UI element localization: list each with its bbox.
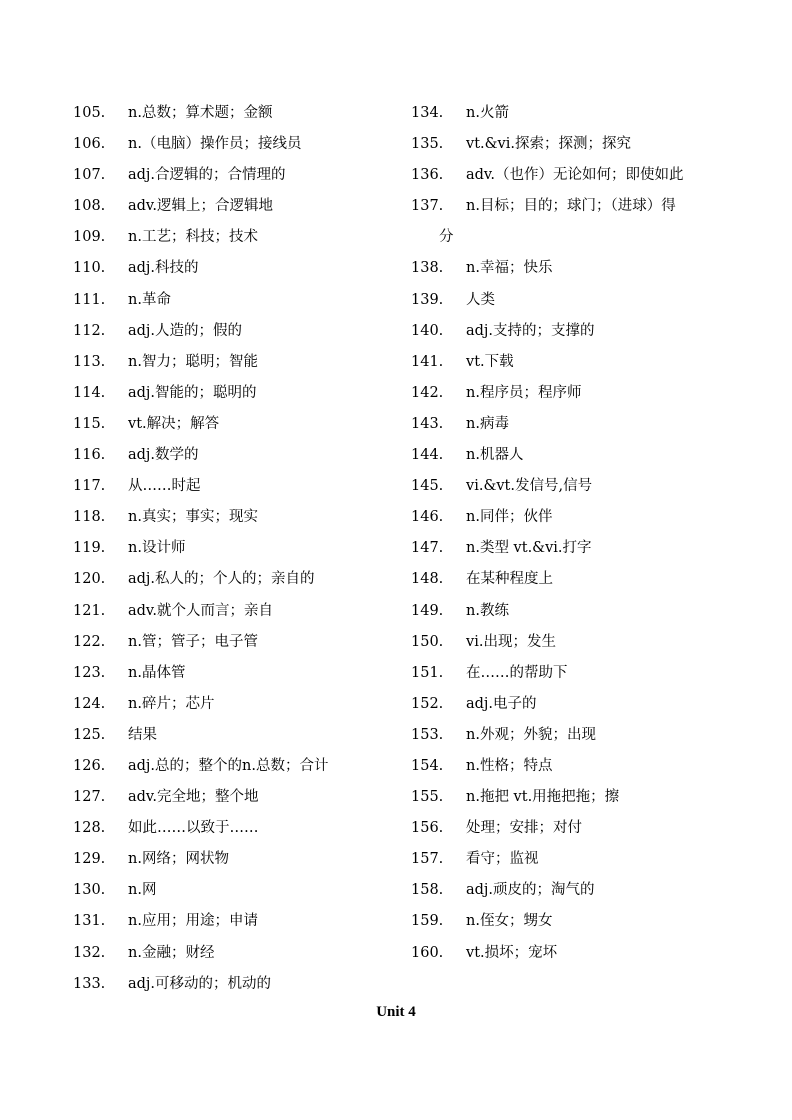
vocab-entry-continuation: 分: [439, 229, 454, 246]
vocab-entry: [411, 844, 751, 875]
entry-definition: 人类: [466, 291, 495, 308]
vocab-entry: [411, 875, 751, 906]
vocab-entry: [411, 409, 751, 440]
vocab-entry: [411, 689, 751, 720]
vocab-entry: [73, 471, 403, 502]
entry-definition: adj.私人的；个人的；亲自的: [128, 571, 315, 588]
entry-definition: n.金融；财经: [128, 944, 215, 961]
entry-number: 136.: [411, 167, 444, 184]
vocab-entry: [73, 658, 403, 689]
entry-number: 145.: [411, 478, 444, 495]
entry-definition: n.同伴；伙伴: [466, 509, 553, 526]
vocab-entry: [411, 440, 751, 471]
entry-number: 120.: [73, 571, 106, 588]
vocab-entry: [411, 596, 751, 627]
entry-number: 115.: [73, 415, 106, 432]
entry-number: 154.: [411, 757, 444, 774]
entry-definition: n.（电脑）操作员；接线员: [128, 136, 302, 153]
vocab-entry: [411, 938, 751, 969]
entry-number: 133.: [73, 975, 106, 992]
entry-number: 142.: [411, 384, 444, 401]
entry-definition: 在……的帮助下: [466, 664, 568, 681]
entry-number: 122.: [73, 633, 106, 650]
entry-definition: n.类型 vt.&vi.打字: [466, 540, 592, 557]
vocab-entry: [73, 627, 403, 658]
entry-number: 105.: [73, 105, 106, 121]
entry-number: 109.: [73, 229, 106, 246]
entry-number: 121.: [73, 602, 106, 619]
vocab-entry: [73, 782, 403, 813]
entry-number: 132.: [73, 944, 106, 961]
entry-number: 152.: [411, 695, 444, 712]
vocab-entry: [411, 347, 751, 378]
entry-number: 144.: [411, 447, 444, 464]
entry-definition: adj.支持的；支撑的: [466, 322, 595, 339]
vocab-entry: [411, 129, 751, 160]
entry-definition: n.总数；算术题；金额: [128, 105, 273, 121]
vocab-entry: [73, 409, 403, 440]
entry-number: 127.: [73, 789, 106, 806]
entry-definition: 结果: [128, 726, 157, 743]
entry-definition: vt.损坏；宠坏: [466, 944, 558, 961]
vocab-entry: [73, 347, 403, 378]
vocab-entry: [73, 316, 403, 347]
entry-number: 134.: [411, 105, 444, 121]
entry-number: 128.: [73, 820, 106, 837]
vocab-entry: [73, 378, 403, 409]
entry-definition: adj.人造的；假的: [128, 322, 243, 339]
entry-definition: n.病毒: [466, 415, 509, 432]
entry-number: 151.: [411, 664, 444, 681]
entry-definition: n.网络；网状物: [128, 851, 229, 868]
vocab-entry: [73, 129, 403, 160]
entry-definition: n.教练: [466, 602, 509, 619]
entry-number: 147.: [411, 540, 444, 557]
entry-definition: vt.解决；解答: [128, 415, 220, 432]
entry-number: 130.: [73, 882, 106, 899]
entry-number: 107.: [73, 167, 106, 184]
entry-number: 112.: [73, 322, 106, 339]
entry-definition: adv.完全地；整个地: [128, 789, 259, 806]
entry-number: 159.: [411, 913, 444, 930]
entry-definition: n.程序员；程序师: [466, 384, 582, 401]
entry-definition: n.侄女；甥女: [466, 913, 553, 930]
vocab-entry: [73, 938, 403, 969]
entry-number: 114.: [73, 384, 106, 401]
entry-definition: adj.总的；整个的n.总数；合计: [128, 757, 329, 774]
entry-number: 111.: [73, 291, 106, 308]
vocab-entry: [411, 98, 751, 129]
entry-number: 135.: [411, 136, 444, 153]
vocab-entry: [411, 316, 751, 347]
entry-definition: n.幸福；快乐: [466, 260, 553, 277]
vocab-entry: [73, 533, 403, 564]
vocab-entry: [73, 440, 403, 471]
entry-definition: n.碎片；芯片: [128, 695, 215, 712]
entry-definition: adv.（也作）无论如何；即使如此: [466, 167, 684, 184]
vocab-entry: [73, 564, 403, 595]
entry-definition: adj.顽皮的；淘气的: [466, 882, 595, 899]
vocab-entry: [73, 222, 403, 253]
vocab-entry: [411, 502, 751, 533]
vocab-entry: [411, 813, 751, 844]
entry-definition: n.晶体管: [128, 664, 186, 681]
entry-number: 158.: [411, 882, 444, 899]
entry-definition: n.应用；用途；申请: [128, 913, 258, 930]
vocab-entry: [411, 658, 751, 689]
vocab-entry: [73, 844, 403, 875]
entry-definition: adj.科技的: [128, 260, 199, 277]
entry-number: 160.: [411, 944, 444, 961]
vocab-entry: [411, 782, 751, 813]
vocab-entry: [411, 191, 751, 222]
vocab-entry: [73, 253, 403, 284]
vocab-entry: [73, 906, 403, 937]
entry-definition: n.外观；外貌；出现: [466, 726, 596, 743]
entry-definition: vt.&vi.探索；探测；探究: [466, 136, 631, 153]
entry-number: 143.: [411, 415, 444, 432]
entry-definition: n.革命: [128, 291, 171, 308]
vocab-entry: [411, 906, 751, 937]
vocab-entry: [411, 253, 751, 284]
unit-heading: Unit 4: [376, 1004, 416, 1020]
entry-number: 116.: [73, 447, 106, 464]
vocab-entry: [73, 969, 403, 1000]
entry-definition: n.管；管子；电子管: [128, 633, 258, 650]
entry-definition: adj.数学的: [128, 447, 199, 464]
entry-definition: 处理；安排；对付: [466, 820, 582, 837]
entry-number: 118.: [73, 509, 106, 526]
entry-number: 124.: [73, 695, 106, 712]
entry-definition: adj.电子的: [466, 695, 537, 712]
entry-number: 129.: [73, 851, 106, 868]
entry-definition: 如此……以致于……: [128, 820, 259, 837]
entry-number: 137.: [411, 198, 444, 215]
entry-definition: 看守；监视: [466, 851, 539, 868]
vocab-entry: [411, 378, 751, 409]
entry-number: 126.: [73, 757, 106, 774]
vocab-entry: [73, 875, 403, 906]
entry-definition: n.火箭: [466, 105, 509, 121]
entry-definition: adj.智能的；聪明的: [128, 384, 257, 401]
entry-number: 108.: [73, 198, 106, 215]
vocab-entry: [73, 751, 403, 782]
entry-number: 138.: [411, 260, 444, 277]
entry-number: 117.: [73, 478, 106, 495]
entry-definition: n.性格；特点: [466, 757, 553, 774]
vocab-entry: [411, 533, 751, 564]
entry-definition: n.机器人: [466, 447, 524, 464]
entry-number: 140.: [411, 322, 444, 339]
entry-number: 141.: [411, 353, 444, 370]
right-column: [411, 98, 751, 969]
vocab-entry: [73, 160, 403, 191]
entry-definition: n.智力；聪明；智能: [128, 353, 258, 370]
vocab-entry: [73, 285, 403, 316]
vocab-entry: [73, 689, 403, 720]
entry-number: 123.: [73, 664, 106, 681]
entry-number: 155.: [411, 789, 444, 806]
entry-definition: 从……时起: [128, 478, 201, 495]
entry-definition: n.设计师: [128, 540, 186, 557]
entry-number: 149.: [411, 602, 444, 619]
entry-definition: n.目标；目的；球门；（进球）得: [466, 198, 676, 215]
entry-definition: n.工艺；科技；技术: [128, 229, 258, 246]
vocab-entry: [411, 720, 751, 751]
entry-number: 110.: [73, 260, 106, 277]
entry-definition: adv.逻辑上；合逻辑地: [128, 198, 274, 215]
entry-definition: adj.可移动的；机动的: [128, 975, 272, 992]
vocab-entry: [411, 285, 751, 316]
vocab-entry: [73, 596, 403, 627]
entry-number: 156.: [411, 820, 444, 837]
entry-number: 150.: [411, 633, 444, 650]
entry-definition: adv.就个人而言；亲自: [128, 602, 274, 619]
entry-definition: vi.&vt.发信号,信号: [466, 478, 593, 495]
entry-definition: n.拖把 vt.用拖把拖；擦: [466, 789, 620, 806]
entry-definition: n.真实；事实；现实: [128, 509, 258, 526]
entry-definition: adj.合逻辑的；合情理的: [128, 167, 286, 184]
vocab-entry: [411, 160, 751, 191]
vocab-entry: [73, 813, 403, 844]
vocab-entry: [73, 98, 403, 129]
entry-definition: n.网: [128, 882, 157, 899]
vocab-entry: [411, 471, 751, 502]
entry-number: 113.: [73, 353, 106, 370]
vocab-entry: [73, 191, 403, 222]
vocab-entry: [73, 720, 403, 751]
entry-number: 148.: [411, 571, 444, 588]
vocab-entry: [411, 564, 751, 595]
entry-number: 125.: [73, 726, 106, 743]
left-column: [73, 98, 403, 1000]
entry-definition: vt.下载: [466, 353, 514, 370]
entry-number: 131.: [73, 913, 106, 930]
vocab-entry: [411, 627, 751, 658]
entry-number: 146.: [411, 509, 444, 526]
entry-number: 153.: [411, 726, 444, 743]
entry-definition: 在某种程度上: [466, 571, 553, 588]
entry-definition: vi.出现；发生: [466, 633, 556, 650]
entry-number: 139.: [411, 291, 444, 308]
entry-number: 157.: [411, 851, 444, 868]
entry-number: 119.: [73, 540, 106, 557]
vocab-entry: [411, 751, 751, 782]
entry-number: 106.: [73, 136, 106, 153]
vocab-entry: [73, 502, 403, 533]
